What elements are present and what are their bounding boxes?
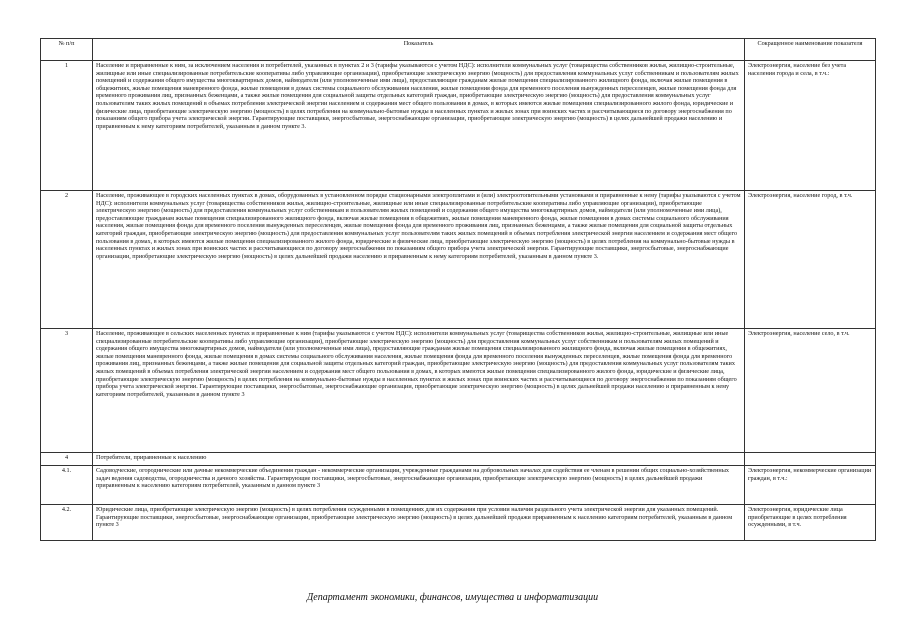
- row-short-name: Электроэнергия, население город, в т.ч.: [745, 191, 876, 329]
- table-row: [41, 453, 876, 466]
- row-number: 3: [41, 329, 93, 453]
- row-number: 4: [41, 453, 93, 466]
- header-num: № п/п: [41, 39, 93, 61]
- table-row: [41, 466, 876, 505]
- row-short-name: Электроэнергия, население без учета населения города и села, в т.ч.:: [745, 61, 876, 191]
- row-short-name: Электроэнергия, юридические лица приобретающие в целях потребления осужденными, в т.ч.: [745, 505, 876, 541]
- row-number: 2: [41, 191, 93, 329]
- table-row: [41, 505, 876, 541]
- row-indicator: Население, проживающее в городских населенных пунктах в домах, оборудованных в установленном порядке стационарными электроплитами и (или) электроотопительными установками и приравненные к нему (тарифы указываются с учетом НДС): исполнители коммунальных услуг (товарищества собственников жилья, жилищно-строительные, жилищные или иные специализированные потребительские кооперативы либо управляющие организации), приобретающие электрическую энергию (мощность) для предоставления коммунальных услуг собственникам и пользователям жилых помещений и содержания общего имущества многоквартирных домов, наймодатели (или уполномоченные ими лица), предоставляющие гражданам жилые помещения специализированного жилищного фонда, включая жилые помещения в общежитиях, жилые помещения маневренного фонда, жилые помещения в домах системы социального обслуживания населения, жилые помещения фонда для временного поселения вынужденных переселенцев, жилые помещения фонда для временного проживания лиц, признанных беженцами, а также жилые помещения для социальной защиты отдельных категорий граждан, приобретающие электрическую энергию (мощность) для предоставления коммунальных услуг пользователям таких жилых помещений в объемах потребления электрической энергии населением и содержания мест общего пользования в домах, в которых имеются жилые помещения специализированного жилого фонда, юридические и физические лица, приобретающие электрическую энергию (мощность) в целях потребления на коммунально-бытовые нужды в населенных пунктах и жилых зонах при воинских частях и рассчитывающиеся по договору энергоснабжения по показаниям общего прибора учета электрической энергии. Гарантирующие поставщики, энергосбытовые, энергоснабжающие организации, приобретающие электрическую энергию (мощность) в целях дальнейшей продажи населению и приравненным к нему категориям потребителей, указанным в данном пункте 3.: [93, 191, 745, 329]
- row-indicator: Потребители, приравненные к населению: [93, 453, 745, 466]
- row-indicator: Население и приравненные к ним, за исключением населения и потребителей, указанных в пунктах 2 и 3 (тарифы указываются с учетом НДС): исполнители коммунальных услуг (товарищества собственников жилья, жилищно-строительные, жилищные или иные специализированные потребительские кооперативы либо управляющие организации), приобретающие электрическую энергию (мощность) для предоставления коммунальных услуг собственникам и пользователям жилых помещений и содержания общего имущества многоквартирных домов, наймодатели (или уполномоченные ими лица), предоставляющие гражданам жилые помещения специализированного жилищного фонда, включая жилые помещения в общежитиях, жилые помещения маневренного фонда, жилые помещения в домах системы социального обслуживания населения, жилые помещения фонда для временного поселения вынужденных переселенцев, жилые помещения фонда для временного проживания лиц, признанных беженцами, а также жилые помещения для социальной защиты отдельных категорий граждан, приобретающие электрическую энергию (мощность) для предоставления коммунальных услуг пользователям таких жилых помещений в объемах потребления электрической энергии населением и содержания мест общего пользования в домах, в которых имеются жилые помещения специализированного жилого фонда, юридические и физические лица, приобретающие электрическую энергию (мощность) в целях потребления на коммунально-бытовые нужды в населенных пунктах и жилых зонах при воинских частях и рассчитывающиеся по договору энергоснабжения по показаниям общего прибора учета электрической энергии. Гарантирующие поставщики, энергосбытовые, энергоснабжающие организации, приобретающие электрическую энергию (мощность) в целях дальнейшей продажи населению и приравненным к нему категориям потребителей, указанным в данном пункте 3.: [93, 61, 745, 191]
- row-indicator: Юридические лица, приобретающие электрическую энергию (мощность) в целях потребления осужденными в помещениях для их содержания при условии наличия раздельного учета электрической энергии для указанных помещений. Гарантирующие поставщики, энергосбытовые, энергоснабжающие организации, приобретающие электрическую энергию (мощность) в целях дальнейшей продажи приравненным к населению категориям потребителей, указанным в данном пункте 3: [93, 505, 745, 541]
- table-row: [41, 329, 876, 453]
- row-short-name: [745, 453, 876, 466]
- row-indicator: Садоводческие, огороднические или дачные некоммерческие объединения граждан - некоммерческие организации, учрежденные гражданами на добровольных началах для содействия ее членам в решении общих социально-хозяйственных задач ведения садоводства, огородничества и дачного хозяйства. Гарантирующие поставщики, энергосбытовые, энергоснабжающие организации, приобретающие электрическую энергию (мощность) в целях дальнейшей продажи приравненным к населению категориям потребителей, указанным в данном пункте 3: [93, 466, 745, 505]
- table-header-row: [41, 39, 876, 61]
- row-short-name: Электроэнергия, население село, в т.ч.: [745, 329, 876, 453]
- row-short-name: Электроэнергия, некоммерческие организации граждан, в т.ч.:: [745, 466, 876, 505]
- row-number: 1: [41, 61, 93, 191]
- row-indicator: Население, проживающее в сельских населенных пунктах и приравненные к ним (тарифы указываются с учетом НДС): исполнители коммунальных услуг (товарищества собственников жилья, жилищно-строительные, жилищные или иные специализированные потребительские кооперативы либо управляющие организации), приобретающие электрическую энергию (мощность) для предоставления коммунальных услуг собственникам и пользователям жилых помещений и содержания общего имущества многоквартирных домов, наймодатели (или уполномоченные ими лица), предоставляющие гражданам жилые помещения специализированного жилищного фонда, включая жилые помещения в общежитиях, жилые помещения маневренного фонда, жилые помещения в домах системы социального обслуживания населения, жилые помещения фонда для временного поселения вынужденных переселенцев, жилые помещения фонда для временного проживания лиц, признанных беженцами, а также жилые помещения для социальной защиты отдельных категорий граждан, приобретающие электрическую энергию (мощность) для предоставления коммунальных услуг пользователям таких жилых помещений в объемах потребления электрической энергии населением и содержания мест общего пользования в домах, в которых имеются жилые помещения специализированного жилого фонда, юридические и физические лица, приобретающие электрическую энергию (мощность) в целях потребления на коммунально-бытовые нужды в населенных пунктах и жилых зонах при воинских частях и рассчитывающиеся по договору энергоснабжения по показаниям общего прибора учета электрической энергии. Гарантирующие поставщики, энергосбытовые, энергоснабжающие организации, приобретающие электрическую энергию (мощность) в целях дальнейшей продажи населению и приравненным к нему категориям потребителей, указанным в данном пункте 3: [93, 329, 745, 453]
- header-indicator: Показатель: [93, 39, 745, 61]
- header-short-name: Сокращенное наименование показателя: [745, 39, 876, 61]
- table-row: [41, 191, 876, 329]
- row-number: 4.1.: [41, 466, 93, 505]
- footer-department: Департамент экономики, финансов, имущества и информатизации: [306, 592, 599, 603]
- row-number: 4.2.: [41, 505, 93, 541]
- table-row: [41, 61, 876, 191]
- tariff-indicators-table: [40, 38, 876, 541]
